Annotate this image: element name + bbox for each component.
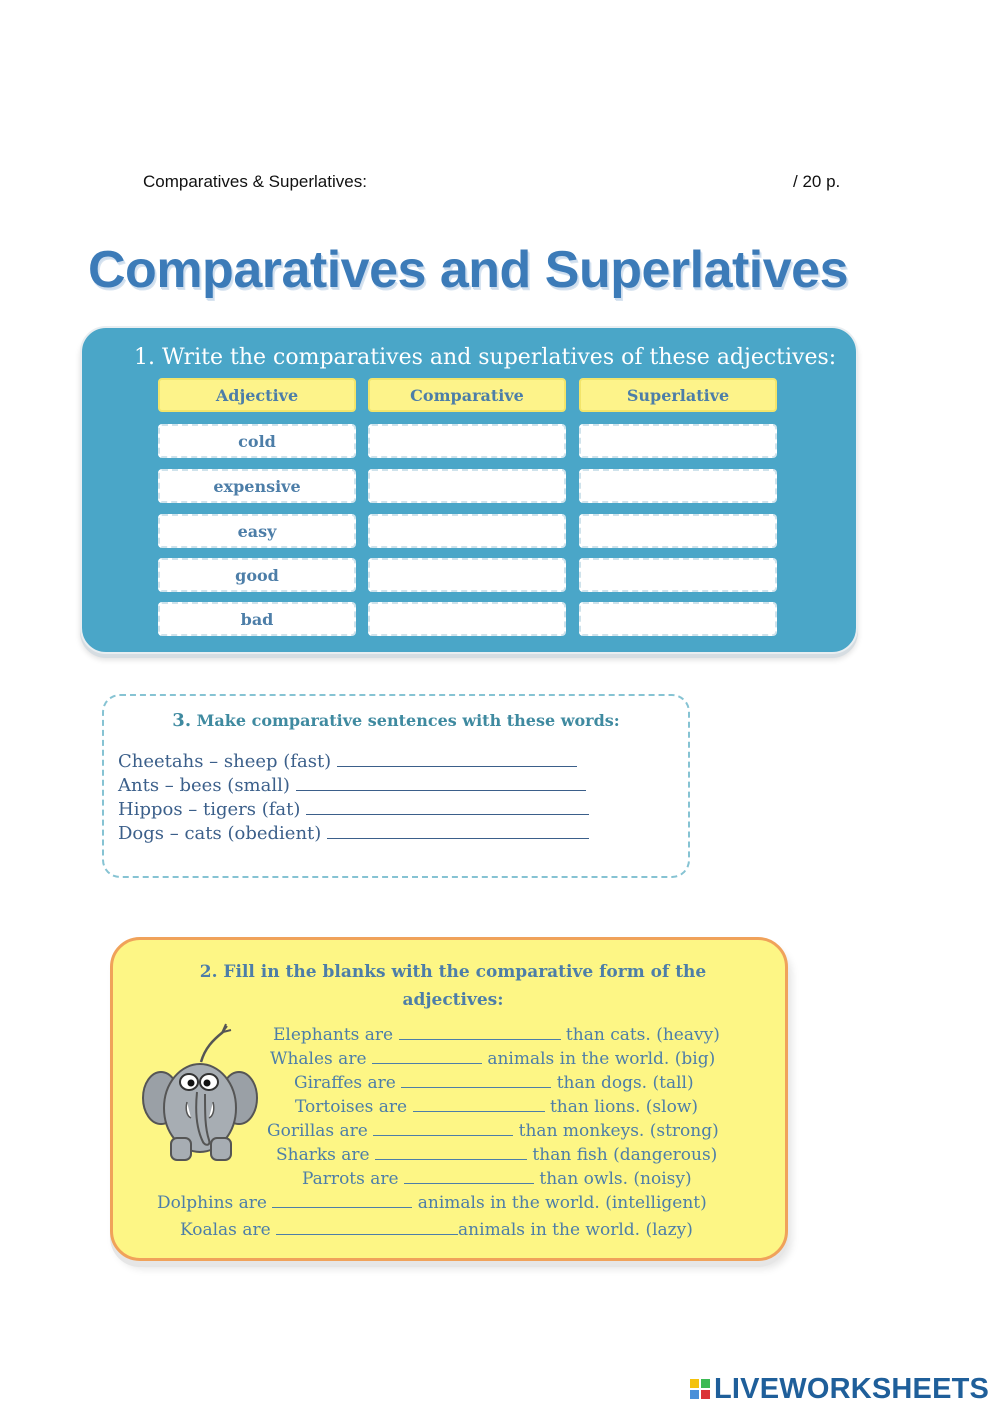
fill-sentence-end: animals in the world. (intelligent) (417, 1193, 707, 1213)
fill-sentence (267, 1121, 719, 1141)
fill-sentence-start: Whales are (270, 1049, 367, 1069)
sentence-prompt (118, 822, 589, 844)
answer-blank[interactable] (373, 1121, 513, 1136)
answer-blank[interactable] (306, 798, 589, 815)
fill-sentence-start: Elephants are (273, 1025, 394, 1045)
answer-blank[interactable] (375, 1145, 527, 1160)
answer-blank[interactable] (404, 1169, 534, 1184)
column-header-adjective: Adjective (158, 378, 356, 412)
answer-blank[interactable] (272, 1193, 412, 1208)
fill-sentence (302, 1169, 692, 1189)
main-title: Comparatives and Superlatives (88, 241, 849, 299)
sentence-prompt-text: Dogs – cats (obedient) (118, 823, 322, 844)
fill-sentence-start: Sharks are (276, 1145, 370, 1165)
column-header-comparative: Comparative (368, 378, 566, 412)
score-label: / 20 p. (793, 172, 841, 191)
worksheet-heading: Comparatives & Superlatives: (143, 172, 367, 191)
logo-text: LIVEWORKSHEETS (714, 1373, 990, 1405)
fill-sentence-end: than cats. (heavy) (565, 1025, 720, 1045)
sentence-prompt-text: Ants – bees (small) (118, 775, 290, 796)
answer-blank[interactable] (372, 1049, 482, 1064)
fill-sentence-end: than dogs. (tall) (556, 1073, 694, 1093)
exercise-1-panel (80, 326, 858, 654)
fill-sentence-end: animals in the world. (lazy) (458, 1220, 693, 1240)
sentence-prompt (118, 774, 586, 796)
exercise-2-title-line2: adjectives: (402, 990, 504, 1010)
exercise-3-instruction: Make comparative sentences with these words: (196, 711, 620, 730)
comparative-answer-field[interactable] (368, 602, 566, 636)
comparative-answer-field[interactable] (368, 424, 566, 458)
adjective-cell: cold (158, 424, 356, 458)
answer-blank[interactable] (327, 822, 589, 839)
fill-sentence-start: Dolphins are (157, 1193, 267, 1213)
adjective-cell: expensive (158, 469, 356, 503)
answer-blank[interactable] (276, 1220, 458, 1235)
exercise-3-panel (102, 694, 690, 878)
exercise-3-number: 3. (172, 710, 192, 731)
exercise-2-title-line1: 2. Fill in the blanks with the comparative form of the (199, 962, 707, 982)
superlative-answer-field[interactable] (579, 602, 777, 636)
sentence-prompt-text: Cheetahs – sheep (fast) (118, 751, 332, 772)
liveworksheets-logo (690, 1373, 989, 1406)
fill-sentence-end: than lions. (slow) (549, 1097, 699, 1117)
superlative-answer-field[interactable] (579, 558, 777, 592)
exercise-2-panel (110, 937, 788, 1261)
sentence-prompt (118, 798, 589, 820)
fill-sentence-start: Giraffes are (294, 1073, 396, 1093)
fill-sentence (295, 1097, 698, 1117)
answer-blank[interactable] (337, 750, 577, 767)
fill-sentence (270, 1049, 715, 1069)
superlative-answer-field[interactable] (579, 424, 777, 458)
fill-sentence (157, 1193, 707, 1213)
logo-mark-icon (690, 1379, 712, 1401)
fill-sentence-end: than owls. (noisy) (539, 1169, 692, 1189)
elephant-icon (139, 1020, 259, 1170)
superlative-answer-field[interactable] (579, 469, 777, 503)
exercise-3-title (104, 710, 688, 731)
sentence-prompt-text: Hippos – tigers (fat) (118, 799, 301, 820)
fill-sentence-end: animals in the world. (big) (487, 1049, 716, 1069)
answer-blank[interactable] (401, 1073, 551, 1088)
fill-sentence (180, 1220, 693, 1240)
answer-blank[interactable] (413, 1097, 545, 1112)
fill-sentence-start: Parrots are (302, 1169, 399, 1189)
fill-sentence (294, 1073, 694, 1093)
superlative-answer-field[interactable] (579, 514, 777, 548)
fill-sentence-end: than monkeys. (strong) (518, 1121, 719, 1141)
exercise-1-title: 1. Write the comparatives and superlatives of these adjectives: (134, 345, 837, 370)
answer-blank[interactable] (399, 1025, 561, 1040)
comparative-answer-field[interactable] (368, 469, 566, 503)
comparative-answer-field[interactable] (368, 558, 566, 592)
sentence-prompt (118, 750, 577, 772)
fill-sentence-end: than fish (dangerous) (532, 1145, 718, 1165)
fill-sentence (276, 1145, 717, 1165)
exercise-2-title (153, 958, 753, 1014)
comparative-answer-field[interactable] (368, 514, 566, 548)
answer-blank[interactable] (296, 774, 586, 791)
fill-sentence-start: Koalas are (180, 1220, 271, 1240)
fill-sentence (273, 1025, 720, 1045)
fill-sentence-start: Tortoises are (295, 1097, 408, 1117)
adjective-cell: easy (158, 514, 356, 548)
adjective-cell: good (158, 558, 356, 592)
adjective-cell: bad (158, 602, 356, 636)
fill-sentence-start: Gorillas are (267, 1121, 368, 1141)
column-header-superlative: Superlative (579, 378, 777, 412)
